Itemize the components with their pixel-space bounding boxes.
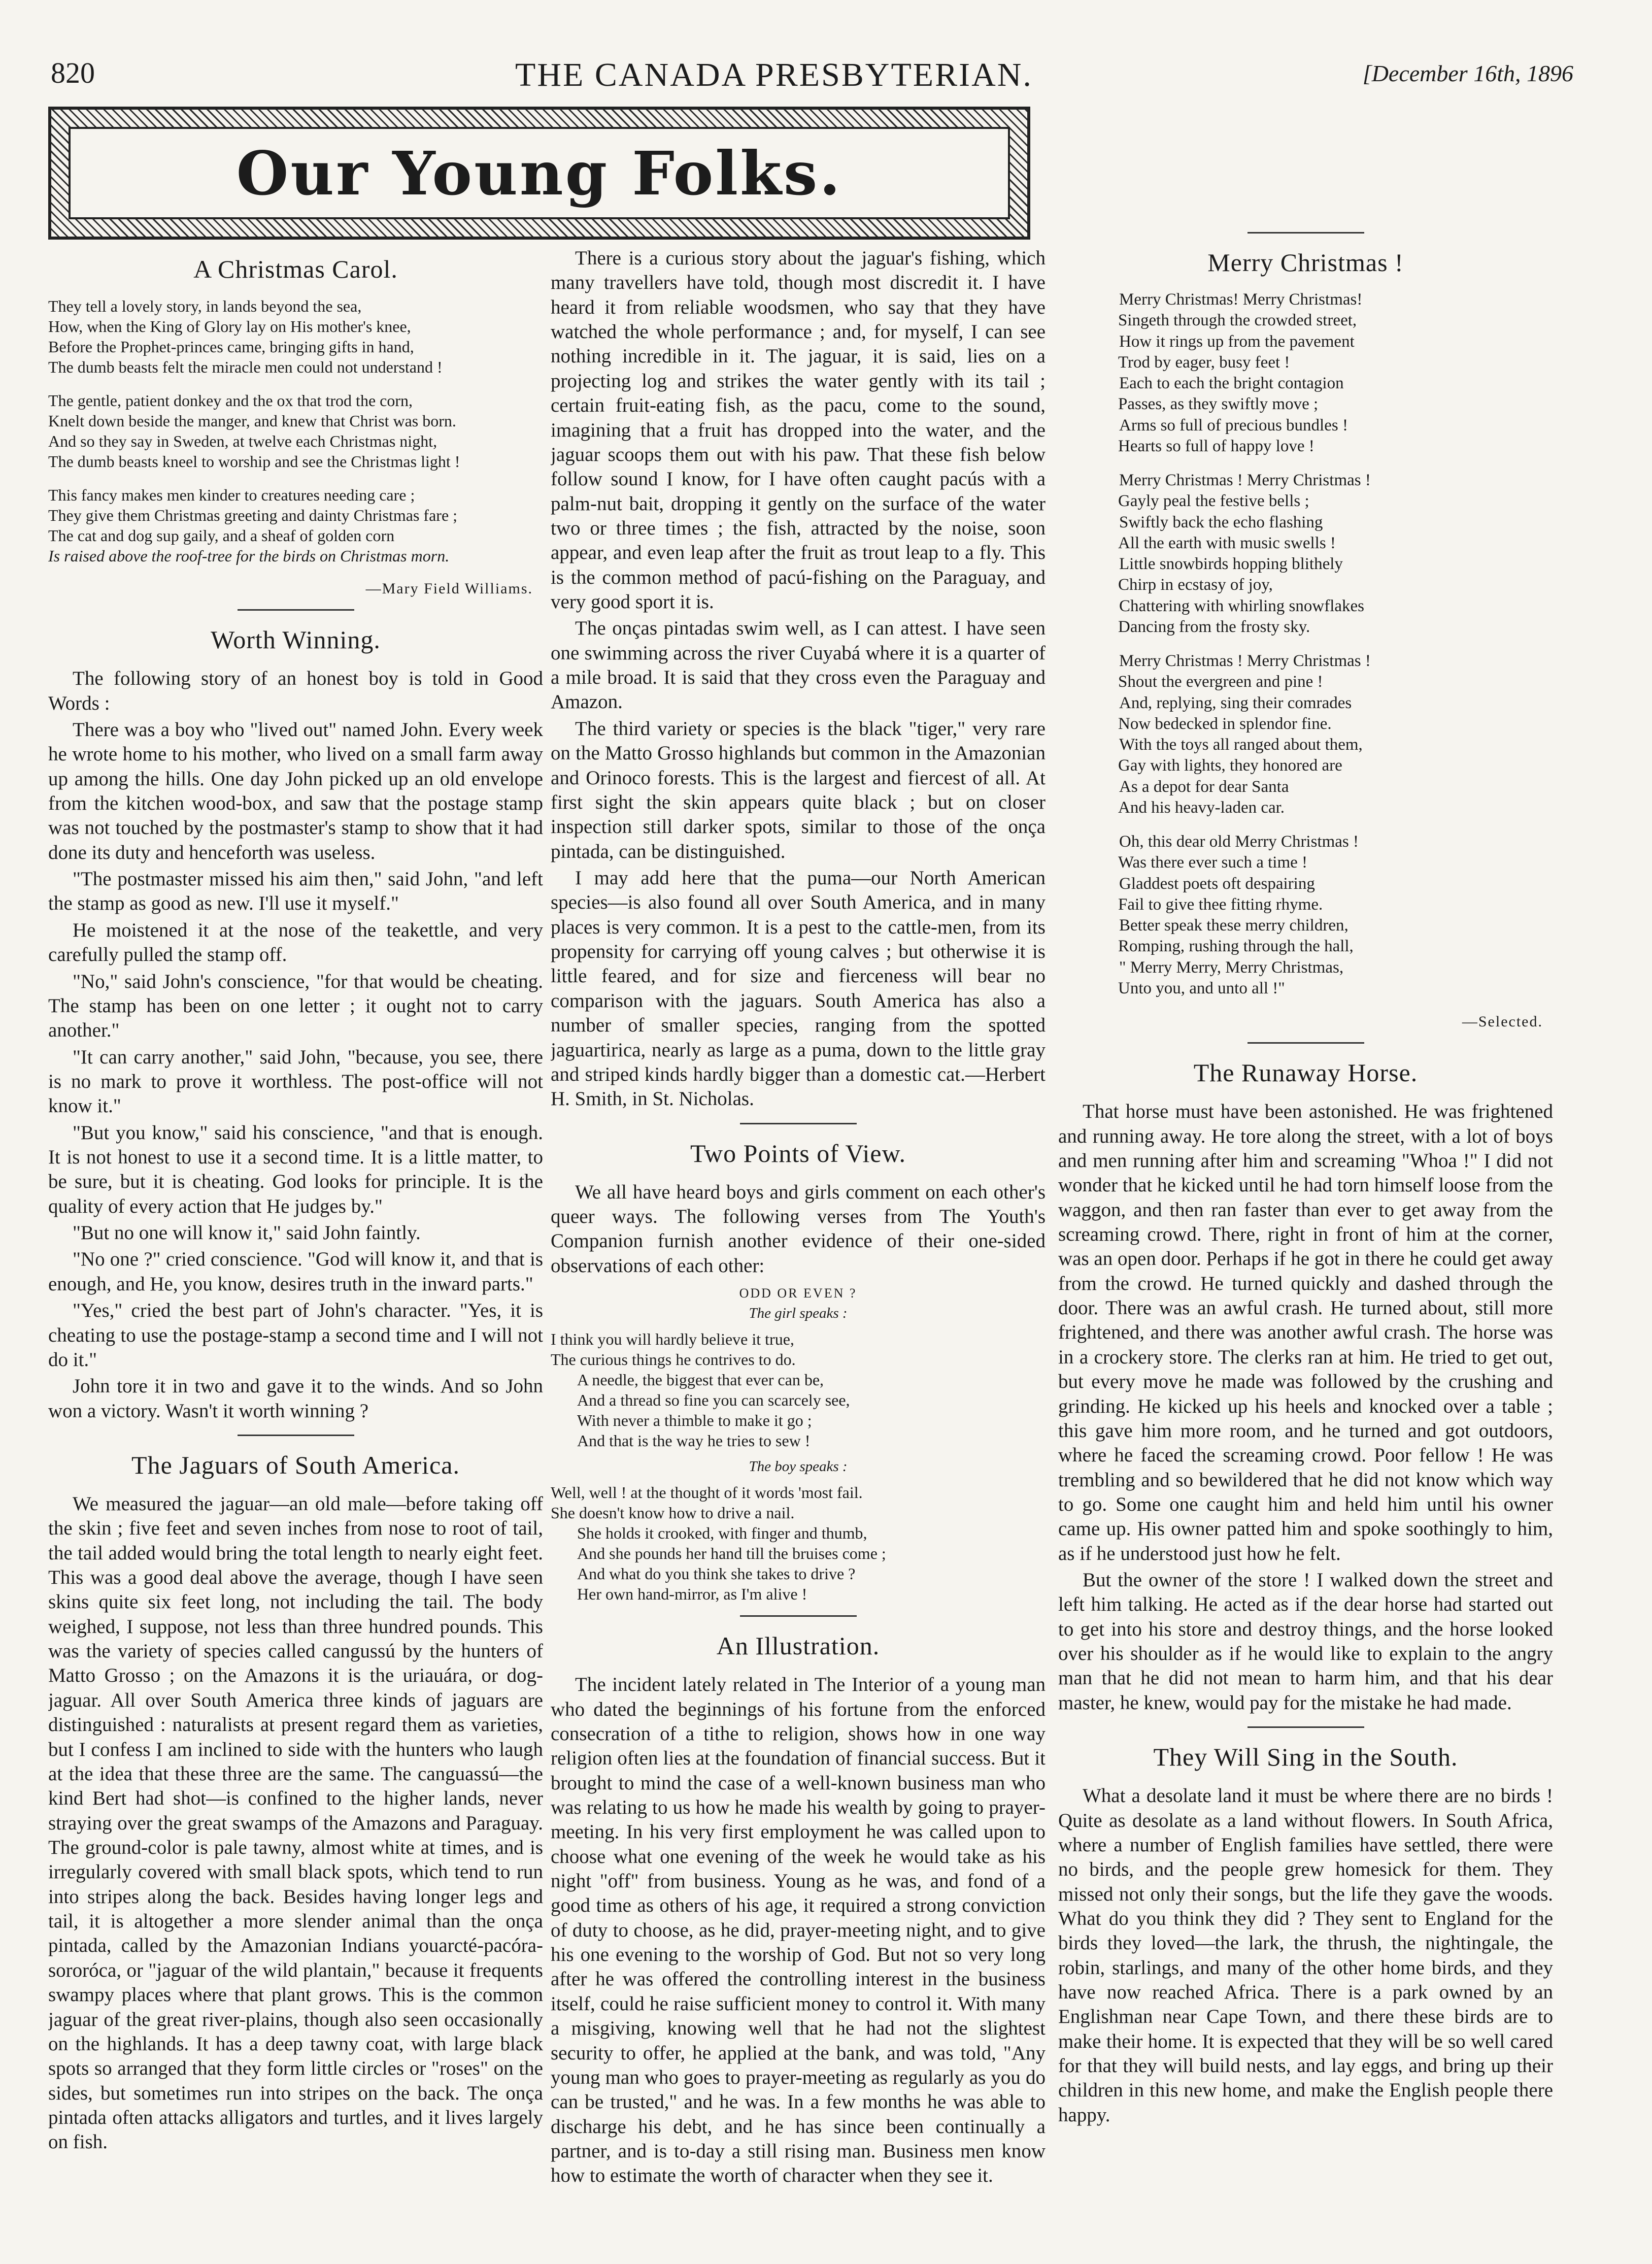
poem-line: Singeth through the crowded street,	[1118, 311, 1357, 330]
boy-poem	[551, 1482, 1046, 1604]
poem-title: ODD OR EVEN ?	[739, 1286, 857, 1301]
poem-line: Little snowbirds hopping blithely	[1119, 555, 1343, 573]
two-points-title: Two Points of View.	[690, 1139, 906, 1168]
runaway-title: The Runaway Horse.	[1193, 1058, 1418, 1087]
poem-line: And what do you think she takes to drive ?	[577, 1564, 856, 1583]
divider	[1248, 1726, 1364, 1728]
poem-line: Better speak these merry children,	[1119, 916, 1348, 935]
paragraph: He moistened it at the nose of the teakettle, and very carefully pulled the stamp off.	[48, 919, 543, 966]
paragraph: "No," said John's conscience, "for that would be cheating. The stamp has been on one letter ; it ought not to carry another."	[48, 970, 543, 1042]
poem-line: Chirp in ecstasy of joy,	[1118, 576, 1273, 594]
paragraph: There was a boy who "lived out" named John. Every week he wrote home to his mother, who lived on a small farm away up among the hills. One day John picked up an old envelope from the kitchen wood-box, and saw that the postage stamp was not touched by the postmaster's stamp to show that it had done its duty and henceforth was useless.	[48, 718, 543, 863]
divider	[1248, 232, 1364, 234]
poem-line: The cat and dog sup gaily, and a sheaf of golden corn	[48, 526, 395, 545]
column-2	[551, 104, 1046, 2226]
poem-line: Knelt down beside the manger, and knew that Christ was born.	[48, 412, 456, 430]
poem-line: Shout the evergreen and pine !	[1118, 673, 1323, 691]
poem-line: And a thread so fine you can scarcely see,	[577, 1391, 850, 1410]
paragraph: But the owner of the store ! I walked down the street and left him talking. He acted as if the dear horse had started out to get into his store and destroy things, and the horse looked over his shoulder as if he would like to explain to the angry man that he did not mean to harm him, and that his dear master, he knew, would pay for the mistake he had made.	[1058, 1569, 1553, 1714]
paragraph: "The postmaster missed his aim then," said John, "and left the stamp as good as new. I'll use it myself."	[48, 868, 543, 915]
divider	[238, 609, 354, 611]
poem-line: Passes, as they swiftly move ;	[1118, 395, 1319, 414]
poem-line: How it rings up from the pavement	[1119, 332, 1355, 351]
poem-line: Unto you, and unto all !"	[1118, 979, 1285, 997]
paragraph: "But no one will know it," said John faintly.	[73, 1222, 421, 1244]
poem-line: A needle, the biggest that ever can be,	[577, 1371, 824, 1389]
poem-line: Merry Christmas! Merry Christmas!	[1119, 290, 1363, 309]
issue-date: [December 16th, 1896	[1362, 60, 1573, 86]
poem-line: Now bedecked in splendor fine.	[1118, 714, 1332, 733]
page-number: 820	[51, 56, 95, 89]
poem-line: How, when the King of Glory lay on His mother's knee,	[48, 317, 411, 336]
merry-attribution: —Selected.	[1462, 1013, 1543, 1030]
worth-title: Worth Winning.	[211, 625, 381, 654]
poem-line: Chattering with whirling snowflakes	[1119, 596, 1365, 615]
paragraph: "No one ?" cried conscience. "God will know it, and that is enough, and He, you know, desires truth in the inward parts."	[48, 1248, 543, 1295]
poem-line: This fancy makes men kinder to creatures needing care ;	[48, 486, 415, 504]
poem-line: Dancing from the frosty sky.	[1118, 617, 1310, 636]
paragraph: "It can carry another," said John, "because, you see, there is no mark to prove it worthless. The post-office will not know it."	[48, 1046, 543, 1117]
paragraph: There is a curious story about the jaguar's fishing, which many travellers have told, though most discredit it. I have heard it from reliable woodsmen, who say that they have watched the whole performance ; and, for myself, I can see nothing incredible in it. The jaguar, it is said, lies on a projecting log and strikes the water gently with its tail ; certain fruit-eating fish, as the pacu, come to the sound, imagining that a fruit has dropped into the water, and the jaguar scoops them out with his paw. That these fish below follow sound I know, for I have often caught pacús with a palm-nut bait, dropping it gently on the surface of the water two or three times ; the fish, attracted by the noise, soon appear, and even leap after the fruit as trout leap to a fly. This is the common method of pacú-fishing on the Paraguay, and very good sport it is.	[551, 247, 1046, 613]
girl-poem	[551, 1329, 1046, 1451]
poem-line: With never a thimble to make it go ;	[577, 1411, 812, 1430]
column-1	[48, 104, 543, 2226]
publication-title: THE CANADA PRESBYTERIAN.	[515, 56, 1033, 93]
paragraph: The onças pintadas swim well, as I can attest. I have seen one swimming across the river Cuyabá where it is a quarter of a mile broad. It is said that they cross even the Paraguay and Amazon.	[551, 617, 1046, 713]
paragraph: John tore it in two and gave it to the winds. And so John won a victory. Wasn't it worth winning ?	[48, 1375, 543, 1422]
illustration-title: An Illustration.	[716, 1632, 880, 1660]
poem-line: And that is the way he tries to sew !	[577, 1431, 811, 1450]
poem-line: Gayly peal the festive bells ;	[1118, 492, 1309, 511]
poem-line: Her own hand-mirror, as I'm alive !	[577, 1585, 807, 1604]
paragraph: That horse must have been astonished. He was frightened and running away. He tore along the street, with a lot of boys and men running after him and screaming "Whoa !" I did not wonder that he kicked until he had torn himself loose from the waggon, and then ran faster than ever to get away from the screaming crowd. There, right in front of him at the corner, was an open door. Perhaps if he got in there he could get away from the crowd. He turned quickly and dashed through the door. There was an awful crash. He turned about, still more frightened, and there was another awful crash. The horse was in a crockery store. The clerks ran at him. He tried to get out, but every move he made was followed by the crushing and grinding. He kicked up his heels and knocked over a table ; this gave him more room, and he turned and got outdoors, where he faced the screaming crowd. Poor fellow ! He was trembling and so bewildered that he did not know which way to go. Some one caught him and held him until his owner came up. His owner patted him and spoke soothingly to him, as if he understood just how he felt.	[1058, 1101, 1553, 1564]
poem-line: I think you will hardly believe it true,	[551, 1330, 794, 1349]
poem-line: She holds it crooked, with finger and thumb,	[577, 1524, 867, 1543]
poem-line: Gay with lights, they honored are	[1118, 756, 1342, 775]
poem-line: As a depot for dear Santa	[1119, 777, 1289, 796]
divider	[1248, 1042, 1364, 1044]
poem-line: And, replying, sing their comrades	[1119, 693, 1352, 712]
poem-line: Well, well ! at the thought of it words 'most fail.	[551, 1483, 863, 1502]
poem-line: They give them Christmas greeting and dainty Christmas fare ;	[48, 506, 458, 524]
poem-line: Oh, this dear old Merry Christmas !	[1119, 833, 1359, 851]
poem-line: Before the Prophet-princes came, bringing gifts in hand,	[48, 338, 414, 356]
poem-line: The curious things he contrives to do.	[551, 1350, 796, 1369]
poem-line: And she pounds her hand till the bruises come ;	[577, 1544, 886, 1563]
poem-line: Trod by eager, busy feet !	[1118, 353, 1290, 372]
divider	[740, 1615, 857, 1617]
poem-line: Hearts so full of happy love !	[1118, 437, 1314, 455]
paragraph: I may add here that the puma—our North American species—is also found all over South America, and in many places is very common. It is a pest to the cattle-men, from its propensity for carrying off young calves ; but otherwise it is little feared, and for size and fierceness will bear no comparison with the jaguars. South America has also a number of smaller species, ranging from the spotted jaguartirica, nearly as large as a puma, down to the little gray and striped kinds hardly bigger than a domestic cat.—Herbert H. Smith, in St. Nicholas.	[551, 867, 1046, 1110]
poem-line: The dumb beasts kneel to worship and see the Christmas light !	[48, 452, 460, 471]
divider	[740, 1123, 857, 1124]
paragraph: "Yes," cried the best part of John's character. "Yes, it is cheating to use the postage-stamp a second time and I will not do it."	[48, 1300, 543, 1371]
paragraph: The following story of an honest boy is told in Good Words :	[48, 668, 543, 714]
carol-attribution: —Mary Field Williams.	[365, 580, 533, 597]
carol-title: A Christmas Carol.	[193, 255, 398, 283]
column-3	[1058, 104, 1553, 2226]
banner-title: Our Young Folks.	[236, 138, 842, 209]
poem-line: And his heavy-laden car.	[1118, 798, 1285, 817]
paragraph: The third variety or species is the black "tiger," very rare on the Matto Grosso highlands but common in the Amazonian and Orinoco forests. This is the largest and fiercest of all. At first sight the skin appears quite black ; but on closer inspection still darker spots, similar to those of the onça pintada, can be distinguished.	[551, 717, 1046, 862]
poem-line: Gladdest poets oft despairing	[1119, 874, 1315, 893]
poem-line: " Merry Merry, Merry Christmas,	[1119, 958, 1344, 977]
sing-title: They Will Sing in the South.	[1153, 1743, 1458, 1772]
paragraph: We all have heard boys and girls comment on each other's queer ways. The following verses from The Youth's Companion furnish another evidence of their one-sided observations of each other:	[551, 1181, 1046, 1277]
carol-poem	[48, 296, 543, 566]
poem-line: Merry Christmas ! Merry Christmas !	[1119, 652, 1371, 670]
poem-line: And so they say in Sweden, at twelve each Christmas night,	[48, 432, 437, 450]
poem-line: She doesn't know how to drive a nail.	[551, 1504, 795, 1522]
poem-line: With the toys all ranged about them,	[1119, 736, 1363, 754]
poem-line: Swiftly back the echo flashing	[1119, 513, 1323, 531]
poem-line: Is raised above the roof-tree for the birds on Christmas morn.	[48, 547, 450, 565]
divider	[238, 1435, 354, 1436]
poem-line: The gentle, patient donkey and the ox that trod the corn,	[48, 391, 413, 410]
paragraph: What a desolate land it must be where there are no birds ! Quite as desolate as a land without flowers. In South Africa, where a number of English families have settled, there were no birds, and the people grew homesick for them. They missed not only their songs, but the life they gave the woods. What do you think they did ? They sent to England for the birds they loved—the lark, the thrush, the nightingale, the robin, starlings, and many of the other home birds, and they have now reached Africa. There is a park owned by an Englishman near Cape Town, and there these birds are to make their home. It is expected that they will be so well cared for that they will build nests, and lay eggs, and bring up their children in this new home, and make the English people there happy.	[1058, 1785, 1553, 2126]
poem-line: The dumb beasts felt the miracle men could not understand !	[48, 358, 443, 376]
boy-heading: The boy speaks :	[749, 1458, 848, 1475]
poem-line: Merry Christmas ! Merry Christmas !	[1119, 471, 1371, 489]
jaguars-title: The Jaguars of South America.	[131, 1450, 460, 1479]
poem-line: All the earth with music swells !	[1118, 534, 1336, 552]
poem-line: They tell a lovely story, in lands beyond the sea,	[48, 297, 362, 315]
paragraph: We measured the jaguar—an old male—before taking off the skin ; five feet and seven inches from nose to root of tail, the tail added would bring the total length to nearly eight feet. This was a good deal above the average, though I have seen skins quite six feet long, not including the tail. The body weighed, I suppose, not less than three hundred pounds. This was the variety of species called cangussú by the hunters of Matto Grosso ; on the Amazons it is the uriauára, or dog-jaguar. All over South America three kinds of jaguars are distinguished : naturalists at present regard them as varieties, but I confess I am inclined to side with the hunters who laugh at the idea that these three are the same. The canguassú—the kind Bert had shot—is confined to the higher lands, never straying over the great swamps of the Amazons and Paraguay. The ground-color is pale tawny, almost white at times, and is irregularly covered with small black spots, which tend to run into stripes along the back. Besides having longer legs and tail, it is altogether a more slender animal than the onça pintada, called by the Amazonian Indians youarcté-pacóra-sororóca, or "jaguar of the wild plantain," because it frequents swampy places where that plant grows. This is the common jaguar of the great river-plains, though also seen occasionally on the highlands. It has a deep tawny coat, with large black spots so arranged that they form little circles or "roses" on the sides, but sometimes run into stripes on the back. The onça pintada often attacks alligators and turtles, and it lives largely on fish.	[48, 1492, 543, 2153]
paragraph: The incident lately related in The Interior of a young man who dated the beginnings of his fortune from the enforced consecration of a tithe to religion, shows how in one way religion often lies at the foundation of financial success. But it brought to mind the case of a well-known business man who was relating to us how he made his wealth by going to prayer-meeting. In his very first employment he was called upon to choose what one evening of the week he would take as his night "off" from business. Young as he was, and fond of a good time as others of his age, it required a strong conviction of duty to choose, as he did, prayer-meeting night, and to give his one evening to the worship of God. But not so very long after he was offered the controlling interest in the business itself, could he raise sufficient money to control it. With many a misgiving, knowing well that he had not the slightest security to offer, he applied at the bank, and was told, "Any young man who goes to prayer-meeting as regularly as you do can be trusted," and he was. In a few months he was able to discharge his debt, and he has since been continually a partner, and is to-day a still rising man. Business men know how to estimate the worth of character when they see it.	[551, 1674, 1046, 2187]
page-header	[51, 56, 1573, 102]
merry-christmas-section	[1058, 247, 1553, 1031]
merry-title: Merry Christmas !	[1207, 248, 1404, 277]
girl-heading: The girl speaks :	[749, 1305, 848, 1322]
poem-line: Each to each the bright contagion	[1119, 374, 1344, 392]
poem-line: Fail to give thee fitting rhyme.	[1118, 895, 1323, 914]
merry-poem	[1058, 289, 1553, 999]
poem-line: Arms so full of precious bundles !	[1119, 416, 1348, 435]
poem-line: Romping, rushing through the hall,	[1118, 937, 1354, 956]
poem-line: Was there ever such a time !	[1118, 853, 1308, 872]
paragraph: "But you know," said his conscience, "and that is enough. It is not honest to use it a second time. It is a little matter, to be sure, but it is cheating. God looks for principle. It is the quality of every action that He judges by."	[48, 1121, 543, 1217]
